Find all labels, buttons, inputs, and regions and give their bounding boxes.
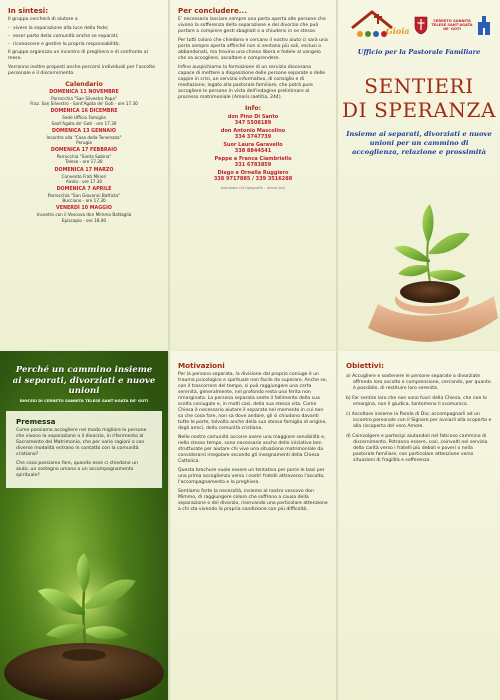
calendar-event xyxy=(0,187,168,203)
conclusion-para: Per tutti coloro che chiedono e cercano il nostro aiuto ci sarà una porta sempre aperta affinché non si sentano più soli, esclusi o abbandonati, ma trovino una chiesa libera e fedele al vangelo che sa accogliere, ascoltare e comprendere. xyxy=(178,38,328,61)
contact-name: Diego e Ornella Ruggiero xyxy=(217,170,289,176)
contact xyxy=(170,114,336,126)
logo-row xyxy=(348,8,492,42)
conclusion-heading: Per concludere... xyxy=(178,6,247,15)
motivations-para: Sentiamo forte la necessità, insieme al nostro vescovo don Mimmo, di raggiungere coloro che soffrono a causa della separazione o del divorzio, riservando una particolare attenzione a chi sta vivendo la propria condizione con più difficoltà. xyxy=(178,489,328,512)
house-logo-icon xyxy=(348,8,408,42)
event-date: DOMENICA 7 APRILE xyxy=(56,187,112,193)
event-detail: Airola - ore 17.30 xyxy=(65,178,103,184)
cover-subtitle: Insieme ai separati, divorziati e nuove unioni per un cammino di accoglienza, relazione e prossimità xyxy=(346,130,492,156)
objective-item: d) Coinvolgere e partecipi aiutandoli nel faticoso cammino di discernimento. Potranno essere, così, coinvolti nel servizio della carità verso i fratelli più deboli e poveri o nella pastorale familiare, con particolare attenzione verso situazioni di fragilità e sofferenza. xyxy=(346,434,488,463)
event-date: DOMENICA 17 MARZO xyxy=(54,167,114,173)
event-place: Sede Ufficio Famiglia xyxy=(62,115,106,121)
seedling-photo xyxy=(0,551,168,700)
summary-para-1: Il gruppo organizza un incontro di preghiera e di confronto al mese. xyxy=(8,50,148,61)
print-note: stampato c/o tipografia – airola (bn) xyxy=(220,186,286,190)
objectives-list xyxy=(346,374,492,464)
event-place: Incontro alla "Casa della Tenerezza" xyxy=(46,134,122,140)
objective-item: a) Accogliere e sostenere le persone separate o divorziate offrendo loro ascolto e comprensione, cercando, per quanto è possibile, di restituire loro serenità. xyxy=(346,374,491,391)
contact-name: don Pino Di Santo xyxy=(227,114,279,120)
cover-title-line1: SENTIERI xyxy=(364,74,474,98)
crest-icon xyxy=(414,15,428,35)
contact-phone: 331 6783859 xyxy=(234,162,272,168)
intro-panel xyxy=(0,351,168,700)
event-place: Incontro con il Vescovo don Mimmo Battaglia xyxy=(36,212,132,218)
event-detail: Telese - ore 17.30 xyxy=(65,159,103,165)
conclusion-panel xyxy=(170,0,336,350)
office-name: Ufficio per la Pastorale Familiare xyxy=(357,48,481,56)
church-logo-icon xyxy=(476,14,492,36)
contact-phone: 338 9717885 / 339 3516288 xyxy=(213,176,293,182)
event-detail: Sant'Agata de' Goti - ore 17.30 xyxy=(51,120,117,126)
summary-bullet: - esser parte della comunità anche se separati; xyxy=(8,34,160,40)
intro-title: Perché un cammino insieme ai separati, divorziati e nuove unioni xyxy=(12,365,156,396)
calendar-event xyxy=(0,90,168,106)
calendar-event xyxy=(0,206,168,222)
premise-heading: Premessa xyxy=(16,417,56,427)
motivations-para: Nelle nostre comunità occorre avere una maggiore sensibilità e, nello stesso tempo, sono necessarie anche delle iniziative ben strutturate per aiutare chi vive una situazione matrimoniale da considerarsi irregolare secondo gli insegnamenti della Chiesa Cattolica. xyxy=(178,435,326,464)
event-date: DOMENICA 17 FEBBRAIO xyxy=(50,148,118,154)
motivations-text xyxy=(178,372,328,513)
summary-bullet: - vivere la separazione alla luce della fede; xyxy=(8,26,160,32)
motivations-para: Per la persona separata, la divisione dal proprio coniuge è un trauma psicologico e spirituale non facile da superare. Anche se, con il trascorrere del tempo, si può raggiungere una certa serenità, generalmente, nel profondo resta una ferita non rimarginata. La persona separata sente il fallimento della sua scelta coniugale e, in molti casi, della sua stessa vita. Come Chiesa è necessario aiutare il separato nel momento in cui non sa che cosa fare, non sa dove andare, gli si chiudono davanti tutte le porte, talvolta anche della sua stessa famiglia di origine, degli amici, della comunità cristiana. xyxy=(178,372,328,431)
event-date: VENERDÌ 10 MAGGIO xyxy=(56,206,112,212)
objective-item: c) Ascoltare insieme la Parola di Dio; accompagnarli ad un incontro personale con il Signore per avviarli alla scoperta e alla riscoperta del vero Amore. xyxy=(346,412,492,429)
contact-name: Suor Laura Garavello xyxy=(223,142,283,148)
event-detail: Fraz. San Silvestro - Sant'Agata de' Goti - ore 17.30 xyxy=(30,101,138,107)
gioia-logo-text: Gioia xyxy=(386,26,410,36)
calendar-event xyxy=(0,148,168,164)
gioia-logo xyxy=(348,8,408,42)
event-place: Parrocchia "San Giovanni Battista" xyxy=(47,193,121,199)
contact-name: Peppe e Franca Ciambriello xyxy=(214,156,292,162)
objectives-heading: Obiettivi: xyxy=(346,361,384,370)
event-place: Convento Frati Minori xyxy=(61,173,107,179)
summary-bullets xyxy=(8,26,160,48)
calendar-event xyxy=(0,168,168,184)
summary-para-2: Verranno inoltre proposti anche percorsi individuali per l'ascolto personale e il discernimento. xyxy=(8,65,155,76)
event-date: DOMENICA 13 GENNAIO xyxy=(52,128,116,134)
cover-title xyxy=(338,74,500,122)
calendar-list xyxy=(0,90,168,223)
event-detail: Bucciano - ore 17.30 xyxy=(62,198,106,204)
objective-item: b) Far sentire loro che non sono fuori della Chiesa, che non lo emargina, non li giudica, tantomeno li scomunica. xyxy=(346,396,487,407)
contact xyxy=(170,156,336,168)
objectives-text xyxy=(346,374,492,464)
motivations-heading: Motivazioni xyxy=(178,361,225,370)
summary-intro: Il gruppo cercherà di aiutare a xyxy=(8,17,78,22)
motivations-panel xyxy=(170,351,336,700)
contact xyxy=(170,170,336,182)
brochure-inside xyxy=(0,350,500,700)
contact-phone: 338 8844541 xyxy=(234,148,272,154)
diocese-logo xyxy=(414,14,492,36)
event-date: DOMENICA 16 DICEMBRE xyxy=(50,109,118,115)
intro-diocese: DIOCESI DI CERRETO SANNITA TELESE SANT'AGATA DE' GOTI xyxy=(19,397,149,403)
contact xyxy=(170,128,336,140)
event-place: Parrocchia "San Silvestro Papa" xyxy=(51,96,117,101)
contact-phone: 334 3747739 xyxy=(234,134,272,140)
contact xyxy=(170,142,336,154)
event-detail: Perugia xyxy=(76,140,92,146)
cover-title-line2: DI SPERANZA xyxy=(342,98,496,122)
contact-list xyxy=(170,114,336,182)
contact-name: don Antonio Mascolino xyxy=(220,128,286,134)
objectives-panel xyxy=(338,351,500,700)
premise-box xyxy=(6,411,162,488)
cover-panel xyxy=(338,0,500,350)
summary-calendar-panel xyxy=(0,0,168,350)
premise-text xyxy=(16,428,152,479)
calendar-heading: Calendario xyxy=(65,81,103,88)
conclusion-para: Infine auspichiamo la formazione di un servizio diocesano capace di mettere a disposizione delle persone separate o delle coppie in crisi, un servizio informativo, di consiglio e di mediazione, legato alla pastorale familiare, che potrà pure accogliere le persone in vista dell'indagine preliminare al processo matrimoniale (Amoris laetitia, 244). xyxy=(178,65,326,100)
motivations-para: Questa brochure vuole essere un tentativo per porre le basi per una prima accoglienza verso i nostri fratelli attraverso l'ascolto, l'accompagnamento e la preghiera. xyxy=(178,468,325,485)
hand-seedling-illustration xyxy=(338,200,500,350)
calendar-event xyxy=(0,109,168,125)
premise-para-1: Come possiamo accogliere nel modo migliore le persone che vivono la separazione o il divorzio, in riferimento al Sacramento del Matrimonio, che per varie ragioni o con diverse modalità entrano in contatto con la comunità cristiana? xyxy=(16,428,147,458)
event-date: DOMENICA 11 NOVEMBRE xyxy=(49,90,119,95)
info-heading: Info: xyxy=(244,105,262,112)
premise-para-2: Che cosa possiamo fare, quando esse ci chiedono un aiuto, un sostegno umano o un accompagnamento spirituale? xyxy=(16,461,138,479)
contact-phone: 347 5508189 xyxy=(234,120,272,126)
diocese-name: CERRETO SANNITA TELESE SANT'AGATA DE' GOTI xyxy=(431,18,473,32)
event-detail: Episcopio - ore 18.00 xyxy=(61,217,107,223)
event-place: Parrocchia "Santa Sabina" xyxy=(56,154,112,160)
calendar-event xyxy=(0,129,168,145)
conclusion-para: E' necessario lasciare sempre una porta aperta alle persone che vivono la sofferenza della separazione e del divorzio che può portare a compiere gesti sbagliati o a chiudersi in se stesse. xyxy=(178,17,326,34)
summary-bullet: - riconoscere e gestire la propria responsabilità; xyxy=(8,42,160,48)
summary-text xyxy=(8,17,160,77)
summary-heading: In sintesi: xyxy=(8,6,49,15)
conclusion-text xyxy=(178,17,328,101)
